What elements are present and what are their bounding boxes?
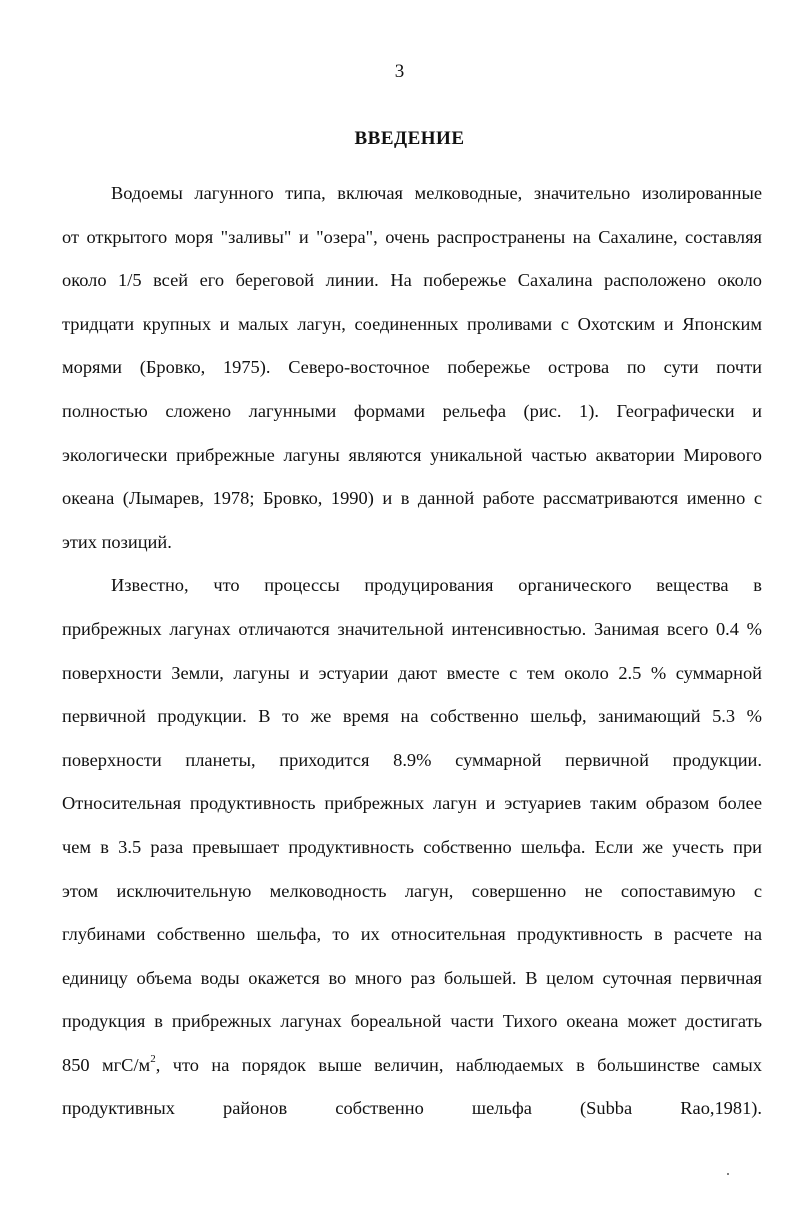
text-fragment: , что на порядок выше величин, наблюдаемых в большинстве самых [155, 1054, 762, 1075]
text-line: этих позиций. [62, 531, 172, 552]
body-text [62, 181, 762, 1140]
text-line: около 1/5 всей его береговой линии. На побережье Сахалина расположено около [62, 270, 762, 291]
text-line: полностью сложено лагунными формами рельефа (рис. 1). Географически и [62, 400, 762, 421]
text-line: первичной продукции. В то же время на собственно шельф, занимающий 5.3 % [62, 706, 762, 727]
text-line: тридцати крупных и малых лагун, соединенных проливами с Охотским и Японским [62, 313, 762, 334]
text-line: Водоемы лагунного типа, включая мелководные, значительно изолированные [111, 183, 762, 203]
text-line: чем в 3.5 раза превышает продуктивность собственно шельфа. Если же учесть при [62, 836, 762, 857]
superscript: 2 [150, 1052, 156, 1065]
text-line: продуктивных районов собственно шельфа (Subba Rao,1981). [62, 1098, 762, 1119]
page-number: 3 [394, 61, 405, 82]
scan-speck [727, 1173, 729, 1175]
text-line: от открытого моря "заливы" и "озера", очень распространены на Сахалине, составляя [62, 226, 762, 247]
text-line: поверхности планеты, приходится 8.9% суммарной первичной продукции. [62, 749, 762, 770]
text-line: Относительная продуктивность прибрежных лагун и эстуариев таким образом более [62, 793, 762, 814]
text-line: этом исключительную мелководность лагун, совершенно не сопоставимую с [62, 880, 762, 901]
text-line: поверхности Земли, лагуны и эстуарии дают вместе с тем около 2.5 % суммарной [62, 662, 762, 683]
text-line: океана (Лымарев, 1978; Бровко, 1990) и в данной работе рассматриваются именно с [62, 488, 762, 509]
text-line: продукция в прибрежных лагунах бореальной части Тихого океана может достигать [62, 1011, 762, 1032]
text-line: морями (Бровко, 1975). Северо-восточное побережье острова по сути почти [62, 357, 762, 378]
text-line: экологически прибрежные лагуны являются уникальной частью акватории Мирового [62, 444, 762, 465]
text-line: единицу объема воды окажется во много раз большей. В целом суточная первичная [62, 967, 762, 988]
text-line: Известно, что процессы продуцирования органического вещества в [111, 575, 762, 596]
text-line-with-superscript [62, 1053, 762, 1097]
paragraph-1 [62, 181, 762, 573]
text-line: прибрежных лагунах отличаются значительной интенсивностью. Занимая всего 0.4 % [62, 618, 762, 639]
paragraph-2 [62, 573, 762, 1140]
section-heading: ВВЕДЕНИЕ [354, 128, 465, 149]
text-line: глубинами собственно шельфа, то их относительная продуктивность в расчете на [62, 924, 762, 945]
text-fragment: 850 мгС/м [62, 1054, 151, 1075]
